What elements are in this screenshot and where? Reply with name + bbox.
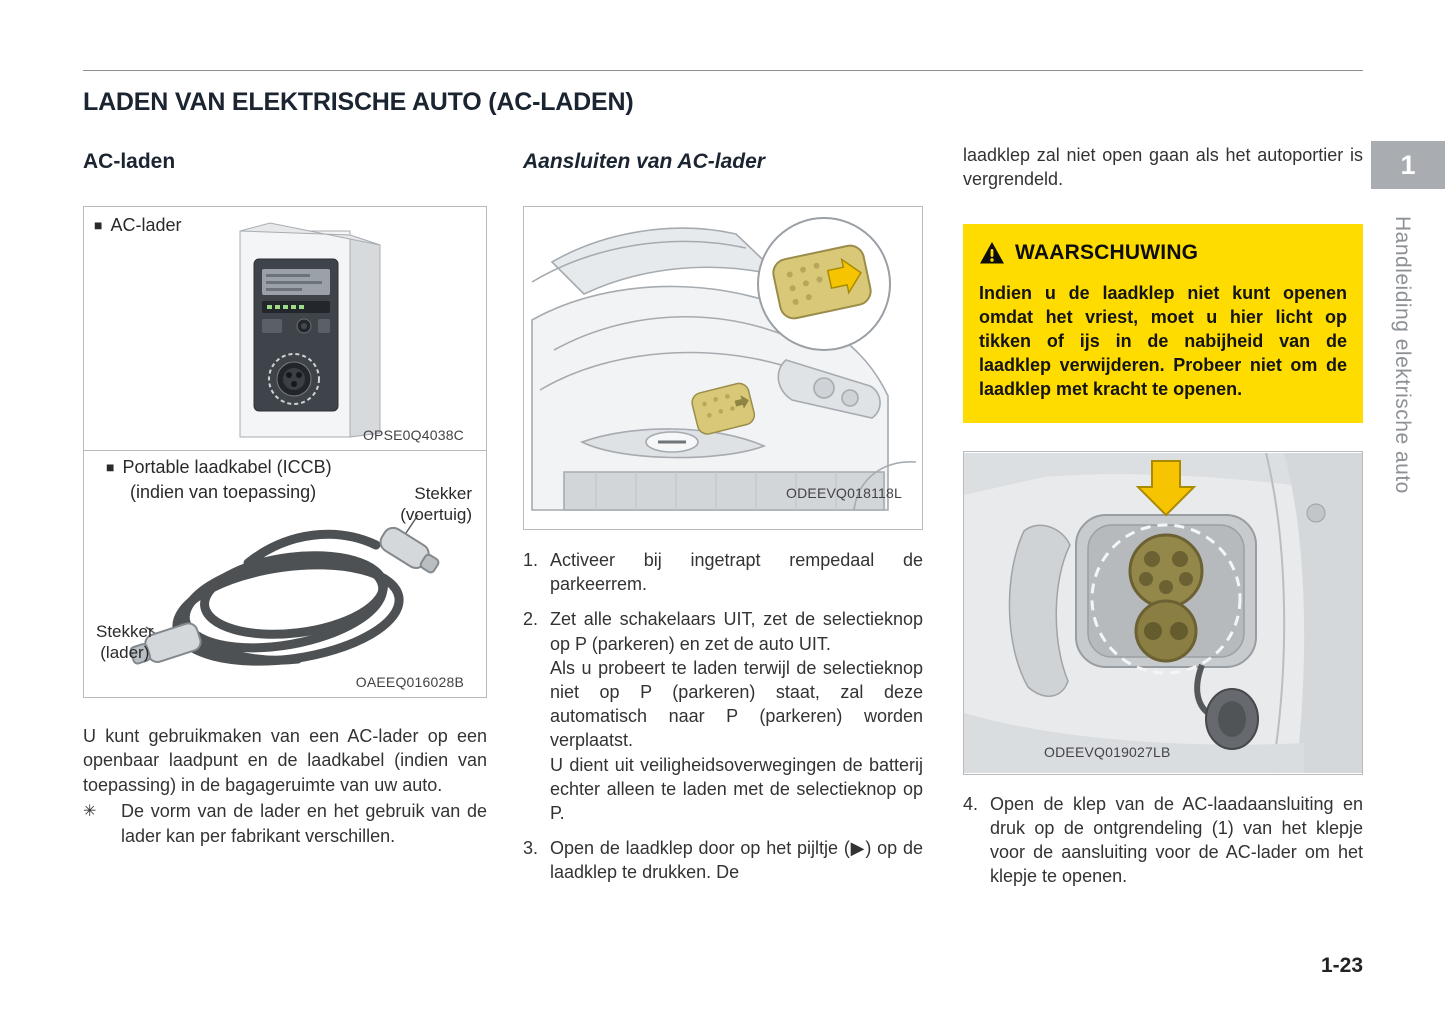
column-middle: [523, 150, 923, 896]
warning-box: [963, 224, 1363, 423]
label-plug-charger: [96, 621, 154, 664]
figure-car-front: [523, 206, 923, 530]
paragraph-ac-lader: U kunt gebruikmaken van een AC-lader op een openbaar laadpunt en de laadkabel (indien van toepassing) in de bagageruimte van uw auto.: [83, 726, 487, 795]
step-text: Open de laadklep door op het pijltje (▶) op de laadklep te drukken. De: [550, 838, 923, 883]
figure-ac-charger: [83, 206, 487, 451]
figure-sublabel: (indien van toepassing): [130, 482, 317, 502]
step-number: 1.: [523, 550, 539, 570]
note-bullet-icon: ✳: [83, 803, 97, 821]
column-left: [83, 150, 487, 848]
warning-title: WAARSCHUWING: [1015, 240, 1199, 264]
warning-header: [979, 241, 1347, 265]
square-bullet-icon: ■: [106, 459, 115, 475]
steps-list: [523, 548, 923, 885]
figure-label: [94, 215, 182, 236]
figure-label-text: AC-lader: [110, 215, 182, 235]
step-text: Activeer bij ingetrapt rempedaal de parkeerrem.: [550, 550, 923, 595]
warning-triangle-icon: [979, 241, 1005, 265]
square-bullet-icon: ■: [94, 217, 103, 233]
figure-charge-port: [963, 451, 1363, 775]
section-heading-aansluiten: Aansluiten van AC-lader: [523, 150, 765, 173]
ac-charger-illustration: [84, 219, 486, 443]
step-1: [523, 548, 923, 596]
note-fabrikant: [83, 799, 487, 848]
chapter-tab: 1: [1371, 141, 1445, 189]
label-plug-vehicle-line2: (voertuig): [400, 505, 472, 525]
figure-code: ODEEVQ019027LB: [1044, 743, 1171, 760]
step-3: [523, 836, 923, 884]
label-plug-vehicle-line1: Stekker: [414, 484, 472, 503]
section-heading-ac-laden: AC-laden: [83, 150, 176, 173]
column-right: [963, 143, 1363, 899]
figure-label: [106, 457, 332, 478]
figure-label-text: Portable laadkabel (ICCB): [122, 457, 332, 477]
car-front-illustration: [524, 207, 922, 529]
figure-portable-cable: [83, 450, 487, 698]
top-rule: [83, 70, 1363, 71]
figure-code: ODEEVQ018118L: [786, 485, 902, 501]
step-text: U dient uit veiligheidsoverwegingen de batterij echter alleen te laden met de selectieknop op P.: [550, 754, 923, 824]
figure-code: OAEEQ016028B: [355, 674, 464, 690]
label-plug-charger-line2: (lader): [100, 643, 150, 663]
page-title: LADEN VAN ELEKTRISCHE AUTO (AC-LADEN): [83, 88, 634, 116]
step-number: 4.: [963, 793, 979, 814]
note-text: De vorm van de lader en het gebruik van de lader kan per fabrikant verschillen.: [121, 801, 487, 846]
step-number: 2.: [523, 609, 539, 630]
page-number: 1-23: [1320, 954, 1363, 977]
figure-code: OPSE0Q4038C: [362, 427, 464, 443]
charge-port-illustration: [964, 452, 1362, 774]
warning-body: Indien u de laadklep niet kunt openen omdat het vriest, moet u hier licht op tikken of ijs in de nabijheid van de laadklep verwijderen. Probeer niet om de laadklep met kracht te openen.: [979, 282, 1347, 399]
label-plug-charger-line1: Stekker: [96, 622, 154, 641]
step-text: Open de klep van de AC-laadaansluiting en druk op de ontgrendeling (1) van het klepje voor de aansluiting voor de AC-lader om het klepje te openen.: [990, 793, 1363, 887]
chapter-sidebar-label: Handleiding elektrische auto: [1391, 216, 1414, 494]
label-plug-vehicle: [400, 483, 472, 526]
step-text: Zet alle schakelaars UIT, zet de selectieknop op P (parkeren) en zet de auto UIT.: [550, 609, 923, 654]
step-3-continuation: laadklep zal niet open gaan als het autoportier is vergrendeld.: [963, 145, 1363, 190]
step-number: 3.: [523, 838, 539, 859]
step-4: [963, 792, 1363, 889]
step-2: [523, 607, 923, 825]
step-text: Als u probeert te laden terwijl de selectieknop niet op P (parkeren) staat, zal deze automatisch naar P (parkeren) worden verplaatst.: [550, 657, 923, 751]
